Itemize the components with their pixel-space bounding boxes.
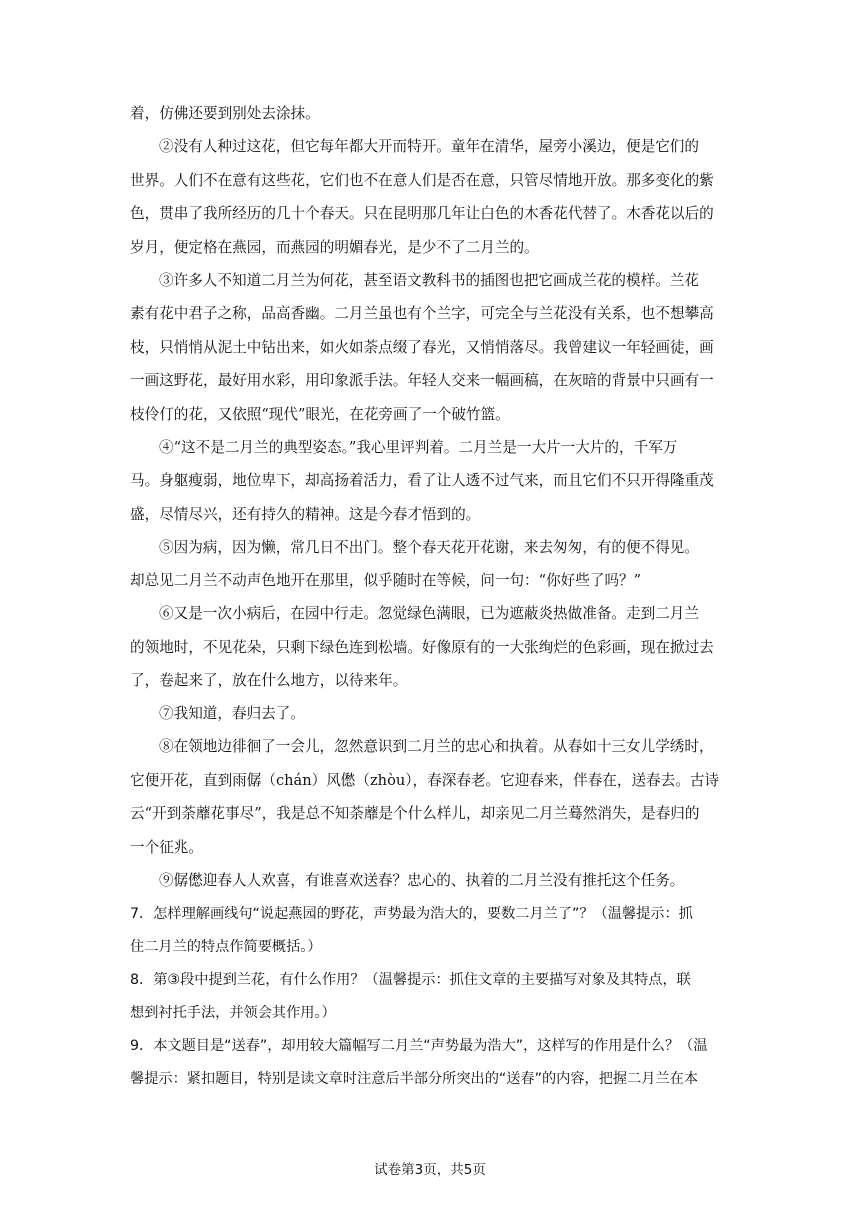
paragraph-line: 色，贯串了我所经历的几十个春天。只在昆明那几年让白色的木香花代替了。木香花以后的 xyxy=(130,205,714,222)
paragraph-line: 素有花中君子之称，品高香幽。二月兰虽也有个兰字，可完全与兰花没有关系，也不想攀高 xyxy=(130,305,714,322)
paragraph-line: ⑨僝僽迎春人人欢喜，有谁喜欢送春？忠心的、执着的二月兰没有推托这个任务。 xyxy=(159,871,685,889)
page-footer: 试卷第3页，共5页 xyxy=(374,1162,486,1178)
article-paragraph xyxy=(130,604,728,691)
paragraph-line: 着，仿佛还要到别处去涂抹。 xyxy=(130,105,320,122)
article-content xyxy=(130,104,728,1102)
article-paragraph xyxy=(130,737,728,858)
paragraph-line: ⑤因为病，因为懒，常几日不出门。整个春天花开花谢，来去匆匆，有的便不得见。 xyxy=(159,538,699,556)
paragraph-line: 的领地时，不见花朵，只剩下绿色连到松墙。好像原有的一大张绚烂的色彩画，现在掀过去 xyxy=(130,638,714,656)
paragraph-line: 盛，尽情尽兴，还有持久的精神。这是今春才悟到的。 xyxy=(130,505,481,523)
paragraph-line: 枝，只悄悄从泥土中钻出来，如火如荼点缀了春光，又悄悄落尽。我曾建议一年轻画徒，画 xyxy=(130,338,714,356)
question-list xyxy=(130,904,728,1089)
paragraph-line: 岁月，便定格在燕园，而燕园的明媚春光，是少不了二月兰的。 xyxy=(130,238,539,256)
article-paragraph xyxy=(130,104,728,124)
article-paragraph xyxy=(130,871,728,891)
question-line: 住二月兰的特点作简要概括。） xyxy=(130,938,322,955)
paragraph-line: 一画这野花，最好用水彩，用印象派手法。年轻人交来一幅画稿，在灰暗的背景中只画有一 xyxy=(130,372,714,389)
article-paragraph xyxy=(130,438,728,525)
paragraph-line: ⑥又是一次小病后，在园中行走。忽觉绿色满眼，已为遮蔽炎热做准备。走到二月兰 xyxy=(159,605,699,622)
paragraph-line: ④“这不是二月兰的典型姿态。”我心里评判着。二月兰是一大片一大片的，千军万 xyxy=(159,438,678,456)
question-line: 想到衬托手法，并领会其作用。） xyxy=(130,1004,336,1021)
article-paragraph xyxy=(130,137,728,258)
paragraph-line: ③许多人不知道二月兰为何花，甚至语文教科书的插图也把它画成兰花的模样。兰花 xyxy=(159,271,699,289)
question-item xyxy=(130,1036,728,1089)
paragraph-line: ⑧在领地边徘徊了一会儿，忽然意识到二月兰的忠心和执着。从春如十三女儿学绣时， xyxy=(159,738,714,755)
article-paragraph xyxy=(130,271,728,425)
paragraph-line: 枝伶仃的花，又依照“现代”眼光，在花旁画了一个破竹篮。 xyxy=(130,405,510,423)
question-line: 馨提示：紧扣题目，特别是读文章时注意后半部分所突出的“送春”的内容，把握二月兰在本 xyxy=(130,1070,699,1087)
paragraph-line: 云“开到荼蘼花事尽”，我是总不知荼蘼是个什么样儿，却亲见二月兰蓦然消失，是春归的 xyxy=(130,805,700,822)
question-line: 7．怎样理解画线句“说起燕园的野花，声势最为浩大的，要数二月兰了”？（温馨提示：抓 xyxy=(130,905,693,922)
question-item xyxy=(130,904,728,957)
paragraph-line: 马。身躯瘦弱，地位卑下，却高扬着活力，看了让人透不过气来，而且它们不只开得隆重茂 xyxy=(130,472,714,489)
paragraph-line: 世界。人们不在意有这些花，它们也不在意人们是否在意，只管尽情地开放。那多变化的紫 xyxy=(130,171,714,189)
paragraph-line: ②没有人种过这花，但它每年都大开而特开。童年在清华，屋旁小溪边，便是它们的 xyxy=(159,138,699,155)
article-paragraphs xyxy=(130,104,728,891)
article-paragraph xyxy=(130,538,728,592)
article-paragraph xyxy=(130,704,728,724)
paragraph-line: 了，卷起来了，放在什么地方，以待来年。 xyxy=(130,672,408,689)
paragraph-line: 却总见二月兰不动声色地开在那里，似乎随时在等候，问一句：“你好些了吗？” xyxy=(130,572,642,589)
paragraph-line: 一个征兆。 xyxy=(130,838,203,856)
paragraph-line: ⑦我知道，春归去了。 xyxy=(159,705,305,722)
question-line: 8．第③段中提到兰花，有什么作用？（温馨提示：抓住文章的主要描写对象及其特点，联 xyxy=(130,971,691,988)
paragraph-line: 它便开花，直到雨僝（chán）风僽（zhòu），春深春老。它迎春来，伴春在，送春去。古诗 xyxy=(130,771,720,789)
question-item xyxy=(130,970,728,1023)
question-line: 9．本文题目是“送春”，却用较大篇幅写二月兰“声势最为浩大”，这样写的作用是什么？（温 xyxy=(130,1037,708,1054)
